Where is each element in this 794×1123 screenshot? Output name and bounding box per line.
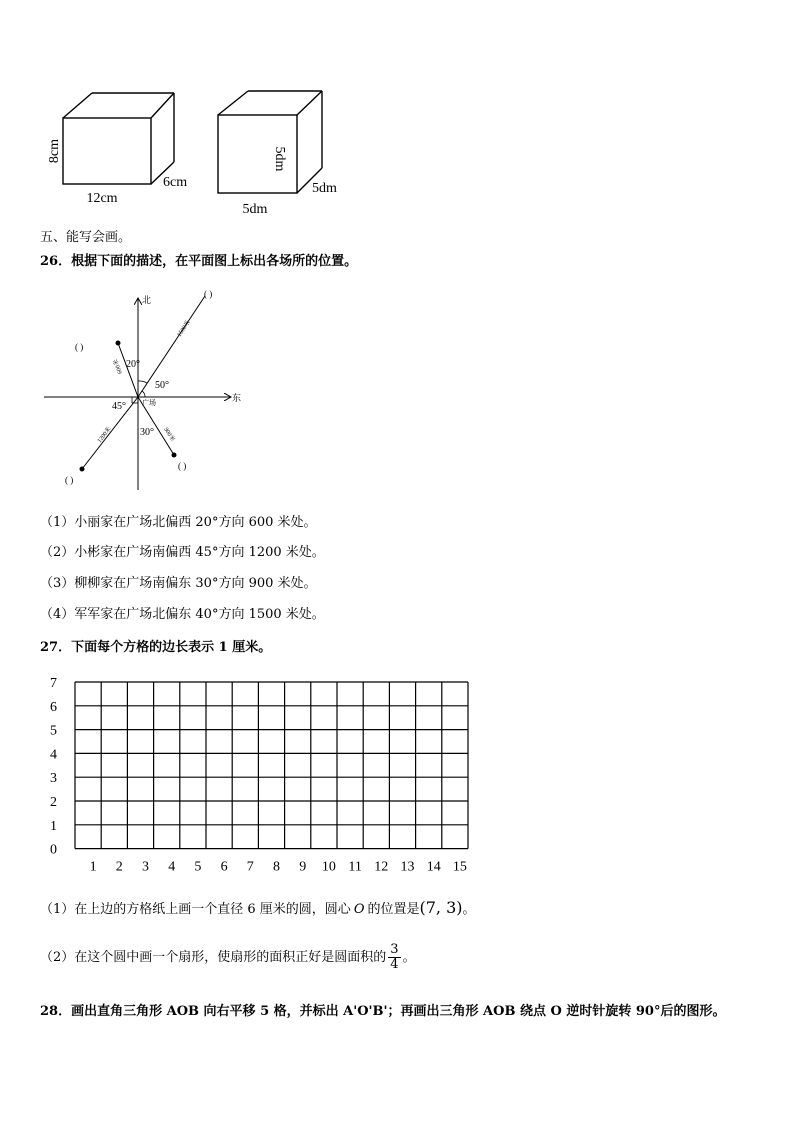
blank-600: ( ) <box>75 342 84 352</box>
point-liuliu <box>172 453 177 458</box>
q27-item-1 <box>40 898 476 917</box>
grid-x-label: 6 <box>220 859 228 875</box>
fraction-denominator: 4 <box>390 957 399 972</box>
grid-y-label: 1 <box>50 818 57 834</box>
distance-label-1: 1500米 <box>176 319 192 339</box>
grid-y-label: 3 <box>50 771 57 787</box>
q27-item-2-end: 。 <box>402 950 416 965</box>
q26-item-3: （3）柳柳家在广场南偏东 30°方向 900 米处。 <box>40 576 317 591</box>
center-variable: O <box>353 902 365 917</box>
grid-y-label: 6 <box>50 699 57 715</box>
grid-x-label: 2 <box>115 859 123 875</box>
center-label: 广场 <box>142 399 156 407</box>
grid-x-label: 14 <box>426 859 441 875</box>
ray-1500 <box>138 296 205 397</box>
center-point: (7, 3) <box>419 898 463 917</box>
q27-item-1-mid: 的位置是 <box>367 902 420 917</box>
grid-x-label: 7 <box>246 859 254 875</box>
grid-y-label: 2 <box>50 795 57 810</box>
north-label: 北 <box>142 295 152 305</box>
grid-x-label: 3 <box>142 859 149 875</box>
grid-x-label: 8 <box>273 859 280 875</box>
grid-paper <box>40 670 480 875</box>
distance-label-4: 900米 <box>162 426 176 443</box>
q27-item-1-text: （1）在上边的方格纸上画一个直径 6 厘米的圆，圆心 <box>40 902 351 917</box>
q26-title: 26．根据下面的描述，在平面图上标出各场所的位置。 <box>40 254 358 269</box>
cuboid-width-label: 6cm <box>163 175 188 190</box>
q27-item-1-end: 。 <box>462 902 476 917</box>
angle-label-3: 45° <box>112 401 126 412</box>
grid-x-label: 13 <box>400 859 415 875</box>
blank-1500: ( ) <box>204 289 213 299</box>
cuboid-front-face <box>63 118 151 184</box>
direction-diagram <box>40 285 270 495</box>
grid-x-label: 4 <box>168 859 176 875</box>
angle-label-1: 20° <box>126 359 140 370</box>
point-xiaoli <box>116 341 121 346</box>
grid-x-label: 12 <box>374 859 389 875</box>
fraction-numerator: 3 <box>390 942 399 957</box>
grid-y-label: 0 <box>50 842 57 858</box>
q28-title: 28．画出直角三角形 AOB 向右平移 5 格，并标出 A'O'B'；再画出三角形 AOB 绕点 O 逆时针旋转 90°后的图形。 <box>40 1004 726 1019</box>
cube-figure <box>210 85 350 220</box>
grid-x-label: 10 <box>321 859 336 875</box>
q27-title: 27．下面每个方格的边长表示 1 厘米。 <box>40 640 272 655</box>
grid-x-label: 1 <box>89 859 97 875</box>
grid-y-label: 4 <box>50 747 57 763</box>
angle-label-2: 50° <box>155 380 169 391</box>
grid-x-label: 9 <box>299 859 307 875</box>
q27-item-2-text: （2）在这个圆中画一个扇形，使扇形的面积正好是圆面积的 <box>40 950 387 965</box>
blank-1200: ( ) <box>65 475 74 485</box>
cube-width-label: 5dm <box>312 181 337 196</box>
grid-x-label: 11 <box>348 859 362 875</box>
angle-label-4: 30° <box>140 427 154 438</box>
cuboid-height-label: 8cm <box>47 138 62 164</box>
section-five-heading: 五、能写会画。 <box>40 230 132 245</box>
distance-label-2: 600米 <box>113 358 124 375</box>
cube-length-label: 5dm <box>242 202 268 217</box>
cube-height-label: 5dm <box>272 146 287 172</box>
grid-x-label: 15 <box>452 859 467 875</box>
distance-label-3: 1200米 <box>96 426 113 445</box>
fraction-three-quarters <box>388 943 400 972</box>
q27-item-2 <box>40 943 416 972</box>
q26-item-2: （2）小彬家在广场南偏西 45°方向 1200 米处。 <box>40 545 325 560</box>
grid-y-label: 5 <box>50 723 57 739</box>
point-xiaobin <box>80 467 85 472</box>
q26-item-1: （1）小丽家在广场北偏西 20°方向 600 米处。 <box>40 515 317 530</box>
east-label: 东 <box>232 393 242 403</box>
grid-x-label: 5 <box>194 859 202 875</box>
cuboid-figure <box>40 85 200 210</box>
grid-y-label: 7 <box>50 676 57 691</box>
cuboid-length-label: 12cm <box>86 191 118 206</box>
q26-item-4: （4）军军家在广场北偏东 40°方向 1500 米处。 <box>40 607 325 622</box>
blank-900: ( ) <box>178 461 187 471</box>
